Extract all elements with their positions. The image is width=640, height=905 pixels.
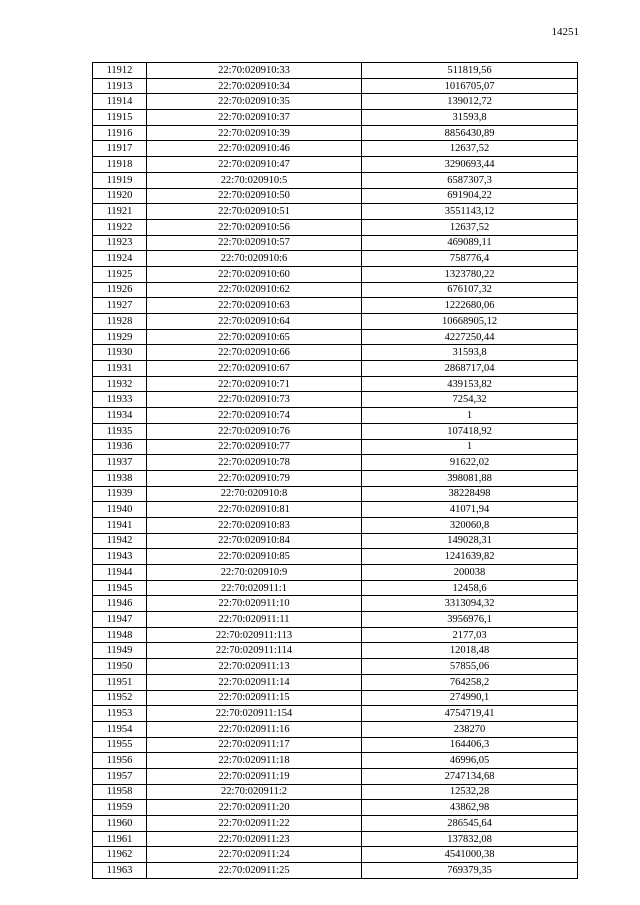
table-row bbox=[93, 157, 578, 173]
value-cell: 4754719,41 bbox=[362, 706, 578, 722]
value-cell: 469089,11 bbox=[362, 235, 578, 251]
cadastral-number-cell: 22:70:020910:47 bbox=[147, 157, 362, 173]
cadastral-number-cell: 22:70:020910:64 bbox=[147, 314, 362, 330]
row-number-cell: 11927 bbox=[93, 298, 147, 314]
table-row bbox=[93, 596, 578, 612]
cadastral-number-cell: 22:70:020911:114 bbox=[147, 643, 362, 659]
value-cell: 38228498 bbox=[362, 486, 578, 502]
table-row bbox=[93, 612, 578, 628]
row-number-cell: 11938 bbox=[93, 470, 147, 486]
value-cell: 3313094,32 bbox=[362, 596, 578, 612]
row-number-cell: 11948 bbox=[93, 627, 147, 643]
row-number-cell: 11935 bbox=[93, 423, 147, 439]
table-row bbox=[93, 737, 578, 753]
row-number-cell: 11915 bbox=[93, 110, 147, 126]
table-row bbox=[93, 455, 578, 471]
value-cell: 2868717,04 bbox=[362, 361, 578, 377]
row-number-cell: 11943 bbox=[93, 549, 147, 565]
cadastral-number-cell: 22:70:020911:2 bbox=[147, 784, 362, 800]
row-number-cell: 11917 bbox=[93, 141, 147, 157]
table-row bbox=[93, 643, 578, 659]
table-body bbox=[93, 63, 578, 879]
value-cell: 164406,3 bbox=[362, 737, 578, 753]
table-row bbox=[93, 188, 578, 204]
row-number-cell: 11941 bbox=[93, 517, 147, 533]
cadastral-value-table bbox=[92, 62, 578, 879]
value-cell: 6587307,3 bbox=[362, 172, 578, 188]
row-number-cell: 11949 bbox=[93, 643, 147, 659]
row-number-cell: 11946 bbox=[93, 596, 147, 612]
table-row bbox=[93, 314, 578, 330]
cadastral-number-cell: 22:70:020910:65 bbox=[147, 329, 362, 345]
cadastral-number-cell: 22:70:020911:19 bbox=[147, 768, 362, 784]
cadastral-number-cell: 22:70:020910:79 bbox=[147, 470, 362, 486]
row-number-cell: 11916 bbox=[93, 125, 147, 141]
value-cell: 4541000,38 bbox=[362, 847, 578, 863]
table-row bbox=[93, 753, 578, 769]
value-cell: 137832,08 bbox=[362, 831, 578, 847]
value-cell: 8856430,89 bbox=[362, 125, 578, 141]
table-row bbox=[93, 94, 578, 110]
cadastral-number-cell: 22:70:020910:63 bbox=[147, 298, 362, 314]
cadastral-number-cell: 22:70:020910:66 bbox=[147, 345, 362, 361]
table-row bbox=[93, 376, 578, 392]
value-cell: 764258,2 bbox=[362, 674, 578, 690]
row-number-cell: 11940 bbox=[93, 502, 147, 518]
table-row bbox=[93, 329, 578, 345]
table-row bbox=[93, 674, 578, 690]
cadastral-number-cell: 22:70:020910:9 bbox=[147, 565, 362, 581]
table-row bbox=[93, 298, 578, 314]
table-row bbox=[93, 580, 578, 596]
value-cell: 12458,6 bbox=[362, 580, 578, 596]
table-row bbox=[93, 282, 578, 298]
table-row bbox=[93, 141, 578, 157]
cadastral-number-cell: 22:70:020911:13 bbox=[147, 659, 362, 675]
value-cell: 107418,92 bbox=[362, 423, 578, 439]
table-row bbox=[93, 204, 578, 220]
table-row bbox=[93, 706, 578, 722]
value-cell: 43862,98 bbox=[362, 800, 578, 816]
cadastral-number-cell: 22:70:020911:24 bbox=[147, 847, 362, 863]
row-number-cell: 11922 bbox=[93, 219, 147, 235]
value-cell: 1222680,06 bbox=[362, 298, 578, 314]
table-row bbox=[93, 251, 578, 267]
cadastral-number-cell: 22:70:020911:20 bbox=[147, 800, 362, 816]
row-number-cell: 11953 bbox=[93, 706, 147, 722]
value-cell: 200038 bbox=[362, 565, 578, 581]
table-row bbox=[93, 486, 578, 502]
table-row bbox=[93, 816, 578, 832]
row-number-cell: 11931 bbox=[93, 361, 147, 377]
cadastral-number-cell: 22:70:020910:56 bbox=[147, 219, 362, 235]
cadastral-number-cell: 22:70:020911:18 bbox=[147, 753, 362, 769]
cadastral-number-cell: 22:70:020910:84 bbox=[147, 533, 362, 549]
cadastral-number-cell: 22:70:020910:74 bbox=[147, 408, 362, 424]
value-cell: 1 bbox=[362, 439, 578, 455]
value-cell: 7254,32 bbox=[362, 392, 578, 408]
row-number-cell: 11950 bbox=[93, 659, 147, 675]
value-cell: 676107,32 bbox=[362, 282, 578, 298]
cadastral-number-cell: 22:70:020910:76 bbox=[147, 423, 362, 439]
row-number-cell: 11955 bbox=[93, 737, 147, 753]
table-row bbox=[93, 565, 578, 581]
table-row bbox=[93, 345, 578, 361]
row-number-cell: 11918 bbox=[93, 157, 147, 173]
cadastral-number-cell: 22:70:020911:16 bbox=[147, 721, 362, 737]
value-cell: 2747134,68 bbox=[362, 768, 578, 784]
cadastral-number-cell: 22:70:020911:14 bbox=[147, 674, 362, 690]
value-cell: 12532,28 bbox=[362, 784, 578, 800]
table-row bbox=[93, 172, 578, 188]
row-number-cell: 11937 bbox=[93, 455, 147, 471]
value-cell: 46996,05 bbox=[362, 753, 578, 769]
value-cell: 3956976,1 bbox=[362, 612, 578, 628]
value-cell: 274990,1 bbox=[362, 690, 578, 706]
row-number-cell: 11925 bbox=[93, 266, 147, 282]
value-cell: 1016705,07 bbox=[362, 78, 578, 94]
row-number-cell: 11914 bbox=[93, 94, 147, 110]
cadastral-number-cell: 22:70:020910:46 bbox=[147, 141, 362, 157]
table-row bbox=[93, 784, 578, 800]
table-row bbox=[93, 549, 578, 565]
row-number-cell: 11923 bbox=[93, 235, 147, 251]
cadastral-number-cell: 22:70:020910:37 bbox=[147, 110, 362, 126]
table-row bbox=[93, 517, 578, 533]
row-number-cell: 11958 bbox=[93, 784, 147, 800]
row-number-cell: 11961 bbox=[93, 831, 147, 847]
table-row bbox=[93, 78, 578, 94]
row-number-cell: 11945 bbox=[93, 580, 147, 596]
cadastral-number-cell: 22:70:020911:15 bbox=[147, 690, 362, 706]
cadastral-number-cell: 22:70:020911:22 bbox=[147, 816, 362, 832]
table-row bbox=[93, 800, 578, 816]
cadastral-number-cell: 22:70:020911:23 bbox=[147, 831, 362, 847]
value-cell: 286545,64 bbox=[362, 816, 578, 832]
page-number: 14251 bbox=[551, 26, 579, 38]
cadastral-number-cell: 22:70:020910:78 bbox=[147, 455, 362, 471]
row-number-cell: 11957 bbox=[93, 768, 147, 784]
value-cell: 320060,8 bbox=[362, 517, 578, 533]
cadastral-number-cell: 22:70:020911:17 bbox=[147, 737, 362, 753]
table-row bbox=[93, 408, 578, 424]
table-row bbox=[93, 768, 578, 784]
cadastral-number-cell: 22:70:020910:71 bbox=[147, 376, 362, 392]
value-cell: 149028,31 bbox=[362, 533, 578, 549]
table-row bbox=[93, 470, 578, 486]
value-cell: 12637,52 bbox=[362, 141, 578, 157]
value-cell: 12637,52 bbox=[362, 219, 578, 235]
table-row bbox=[93, 847, 578, 863]
row-number-cell: 11924 bbox=[93, 251, 147, 267]
cadastral-number-cell: 22:70:020910:8 bbox=[147, 486, 362, 502]
row-number-cell: 11962 bbox=[93, 847, 147, 863]
cadastral-number-cell: 22:70:020910:57 bbox=[147, 235, 362, 251]
cadastral-number-cell: 22:70:020910:51 bbox=[147, 204, 362, 220]
table-row bbox=[93, 266, 578, 282]
row-number-cell: 11930 bbox=[93, 345, 147, 361]
row-number-cell: 11921 bbox=[93, 204, 147, 220]
table-row bbox=[93, 627, 578, 643]
value-cell: 3551143,12 bbox=[362, 204, 578, 220]
value-cell: 439153,82 bbox=[362, 376, 578, 392]
cadastral-number-cell: 22:70:020911:154 bbox=[147, 706, 362, 722]
cadastral-number-cell: 22:70:020911:11 bbox=[147, 612, 362, 628]
row-number-cell: 11933 bbox=[93, 392, 147, 408]
value-cell: 57855,06 bbox=[362, 659, 578, 675]
cadastral-number-cell: 22:70:020910:83 bbox=[147, 517, 362, 533]
table-row bbox=[93, 110, 578, 126]
cadastral-number-cell: 22:70:020910:33 bbox=[147, 63, 362, 79]
value-cell: 2177,03 bbox=[362, 627, 578, 643]
row-number-cell: 11912 bbox=[93, 63, 147, 79]
value-cell: 511819,56 bbox=[362, 63, 578, 79]
table-row bbox=[93, 831, 578, 847]
table-row bbox=[93, 63, 578, 79]
cadastral-number-cell: 22:70:020910:73 bbox=[147, 392, 362, 408]
value-cell: 1 bbox=[362, 408, 578, 424]
cadastral-number-cell: 22:70:020910:35 bbox=[147, 94, 362, 110]
cadastral-number-cell: 22:70:020910:5 bbox=[147, 172, 362, 188]
row-number-cell: 11959 bbox=[93, 800, 147, 816]
value-cell: 1241639,82 bbox=[362, 549, 578, 565]
table-row bbox=[93, 533, 578, 549]
value-cell: 31593,8 bbox=[362, 345, 578, 361]
value-cell: 41071,94 bbox=[362, 502, 578, 518]
row-number-cell: 11952 bbox=[93, 690, 147, 706]
row-number-cell: 11928 bbox=[93, 314, 147, 330]
row-number-cell: 11951 bbox=[93, 674, 147, 690]
row-number-cell: 11929 bbox=[93, 329, 147, 345]
cadastral-number-cell: 22:70:020911:25 bbox=[147, 863, 362, 879]
table-row bbox=[93, 863, 578, 879]
cadastral-number-cell: 22:70:020911:1 bbox=[147, 580, 362, 596]
table-row bbox=[93, 219, 578, 235]
row-number-cell: 11932 bbox=[93, 376, 147, 392]
cadastral-number-cell: 22:70:020910:85 bbox=[147, 549, 362, 565]
row-number-cell: 11919 bbox=[93, 172, 147, 188]
value-cell: 769379,35 bbox=[362, 863, 578, 879]
cadastral-number-cell: 22:70:020910:62 bbox=[147, 282, 362, 298]
cadastral-number-cell: 22:70:020911:10 bbox=[147, 596, 362, 612]
cadastral-number-cell: 22:70:020910:77 bbox=[147, 439, 362, 455]
value-cell: 1323780,22 bbox=[362, 266, 578, 282]
cadastral-number-cell: 22:70:020910:60 bbox=[147, 266, 362, 282]
cadastral-number-cell: 22:70:020910:6 bbox=[147, 251, 362, 267]
table-row bbox=[93, 423, 578, 439]
table-row bbox=[93, 361, 578, 377]
value-cell: 12018,48 bbox=[362, 643, 578, 659]
value-cell: 10668905,12 bbox=[362, 314, 578, 330]
row-number-cell: 11956 bbox=[93, 753, 147, 769]
row-number-cell: 11920 bbox=[93, 188, 147, 204]
cadastral-number-cell: 22:70:020910:39 bbox=[147, 125, 362, 141]
table-row bbox=[93, 392, 578, 408]
value-cell: 31593,8 bbox=[362, 110, 578, 126]
table-row bbox=[93, 125, 578, 141]
table-row bbox=[93, 659, 578, 675]
table-row bbox=[93, 235, 578, 251]
row-number-cell: 11939 bbox=[93, 486, 147, 502]
value-cell: 3290693,44 bbox=[362, 157, 578, 173]
row-number-cell: 11934 bbox=[93, 408, 147, 424]
cadastral-number-cell: 22:70:020911:113 bbox=[147, 627, 362, 643]
cadastral-number-cell: 22:70:020910:81 bbox=[147, 502, 362, 518]
value-cell: 238270 bbox=[362, 721, 578, 737]
table-row bbox=[93, 439, 578, 455]
value-cell: 691904,22 bbox=[362, 188, 578, 204]
row-number-cell: 11947 bbox=[93, 612, 147, 628]
cadastral-number-cell: 22:70:020910:50 bbox=[147, 188, 362, 204]
table-row bbox=[93, 721, 578, 737]
row-number-cell: 11944 bbox=[93, 565, 147, 581]
row-number-cell: 11942 bbox=[93, 533, 147, 549]
row-number-cell: 11960 bbox=[93, 816, 147, 832]
value-cell: 758776,4 bbox=[362, 251, 578, 267]
cadastral-number-cell: 22:70:020910:34 bbox=[147, 78, 362, 94]
row-number-cell: 11963 bbox=[93, 863, 147, 879]
value-cell: 4227250,44 bbox=[362, 329, 578, 345]
row-number-cell: 11913 bbox=[93, 78, 147, 94]
value-cell: 91622,02 bbox=[362, 455, 578, 471]
value-cell: 398081,88 bbox=[362, 470, 578, 486]
table-row bbox=[93, 690, 578, 706]
row-number-cell: 11954 bbox=[93, 721, 147, 737]
row-number-cell: 11936 bbox=[93, 439, 147, 455]
table-row bbox=[93, 502, 578, 518]
row-number-cell: 11926 bbox=[93, 282, 147, 298]
cadastral-number-cell: 22:70:020910:67 bbox=[147, 361, 362, 377]
value-cell: 139012,72 bbox=[362, 94, 578, 110]
